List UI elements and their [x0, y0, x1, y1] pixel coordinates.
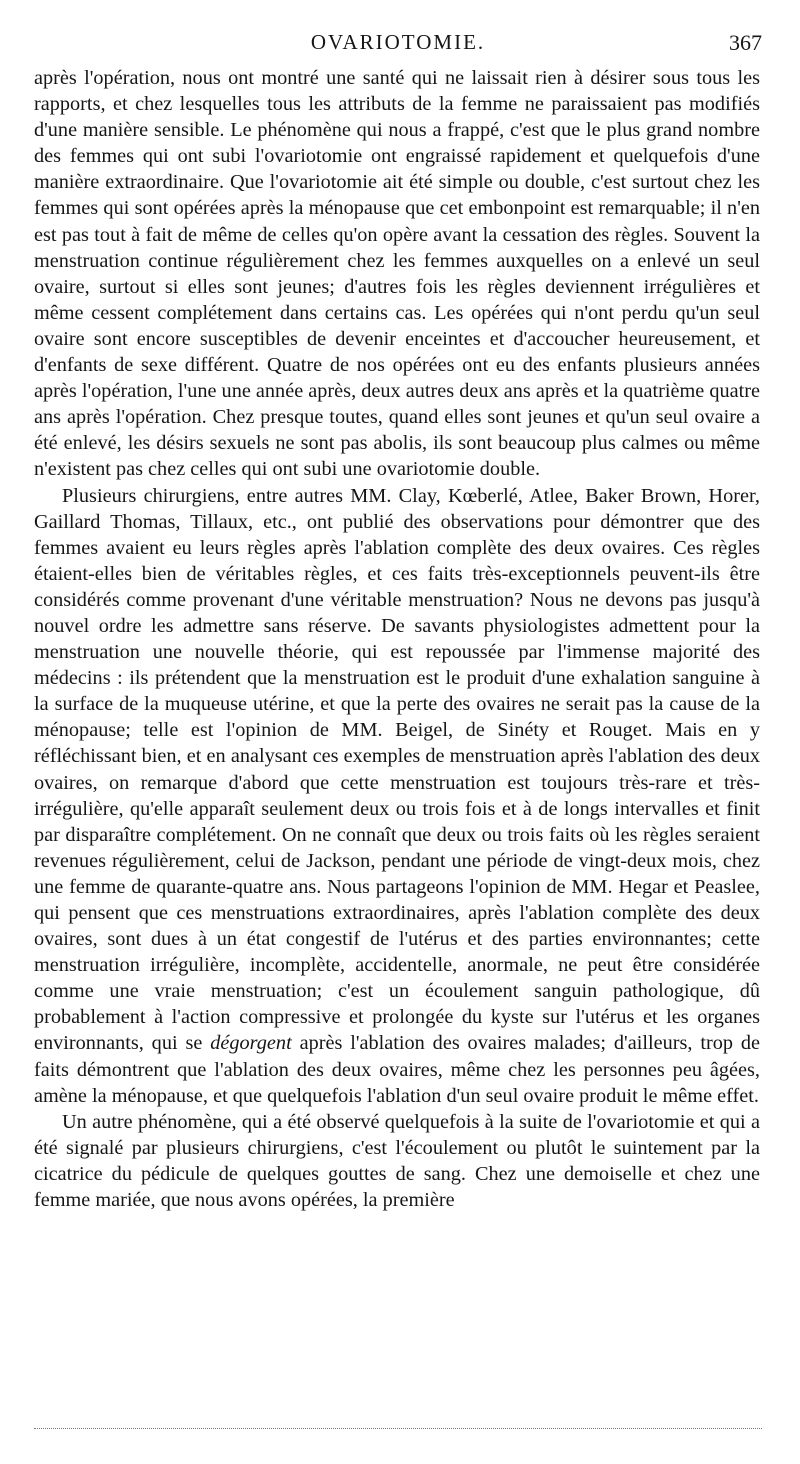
page-number: 367 [729, 30, 762, 55]
paragraph-text: après l'opération, nous ont montré une santé qui ne laissait rien à désirer sous tous les rapports, et chez lesquelles tous les attributs de la femme ne paraissaient pas modifiés d'une manière sensible. Le phénomène qui nous a frappé, c'est que le plus grand nombre des femmes qui ont subi l'ovariotomie ont engraissé rapidement et quelquefois d'une manière extraordinaire. Que l'ovariotomie ait été simple ou double, c'est surtout chez les femmes qui sont opérées après la ménopause que cet embonpoint est remarquable; il n'en est pas tout à fait de même de celles qu'on opère avant la cessation des règles. Souvent la menstruation continue régulièrement chez les femmes auxquelles on a enlevé un seul ovaire, surtout si elles sont jeunes; d'autres fois les règles deviennent irrégulières et même cessent complétement dans certains cas. Les opérées qui n'ont perdu qu'un seul ovaire sont encore susceptibles de devenir enceintes et d'accoucher heureusement, et d'enfants de sexe différent. Quatre de nos opérées ont eu des enfants plusieurs années après l'opération, l'une une année après, deux autres deux ans après et la quatrième quatre ans après l'opération. Chez presque toutes, quand elles sont jeunes et qu'un seul ovaire a été enlevé, les désirs sexuels ne sont pas abolis, ils sont beaucoup plus calmes ou même n'existent pas chez celles qui ont subi une ovariotomie double. [34, 67, 760, 481]
running-title: OVARIOTOMIE. [310, 30, 486, 54]
paragraph-text: Plusieurs chirurgiens, entre autres MM. Clay, Kœberlé, Atlee, Baker Brown, Horer, Gaillard Thomas, Tillaux, etc., ont publié des observations pour démontrer que des femmes avaient eu leurs règles après l'ablation complète des deux ovaires. Ces règles étaient-elles bien de véritables règles, et ces faits très-exceptionnels peuvent-ils être considérés comme provenant d'une véritable menstruation? Nous ne devons pas jusqu'à nouvel ordre les admettre sans réserve. De savants physiologistes admettent pour la menstruation une nouvelle théorie, qui est repoussée par l'immense majorité des médecins : ils prétendent que la menstruation est le produit d'une exhalation sanguine à la surface de la muqueuse utérine, et que la perte des ovaires ne serait pas la cause de la ménopause; telle est l'opinion de MM. Beigel, de Sinéty et Rouget. Mais en y réfléchissant bien, et en analysant ces exemples de menstruation après l'ablation des deux ovaires, on remarque d'abord que cette menstruation est toujours très-rare et très-irrégulière, qu'elle apparaît seulement deux ou trois fois et à de longs intervalles et finit par disparaître complétement. On ne connaît que deux ou trois faits où les règles seraient revenues régulièrement, celui de Jackson, pendant une période de vingt-deux mois, chez une femme de quarante-quatre ans. Nous partageons l'opinion de MM. Hegar et Peaslee, qui pensent que ces menstruations extraordinaires, après l'ablation complète des deux ovaires, sont dues à un état congestif de l'utérus et des parties environnantes; cette menstruation irrégulière, incomplète, accidentelle, anormale, ne peut être considérée comme une vraie menstruation; c'est un écoulement sanguin pathologique, dû probablement à l'action compressive et prolongée du kyste sur l'utérus et les organes environnants, qui se [34, 484, 760, 1055]
paragraph-phenomene [34, 1109, 760, 1213]
body-text [34, 65, 760, 1213]
paragraph-continuation [34, 65, 760, 483]
paragraph-text: Un autre phénomène, qui a été observé quelquefois à la suite de l'ovariotomie et qui a été signalé par plusieurs chirurgiens, c'est l'écoulement ou plutôt le suintement par la cicatrice du pédicule de quelques gouttes de sang. Chez une demoiselle et chez une femme mariée, que nous avons opérées, la première [34, 1110, 760, 1212]
page-header [34, 30, 762, 60]
paragraph-chirurgiens [34, 483, 760, 1109]
footer-dotted-rule [34, 1428, 762, 1429]
italic-term: dégorgent [210, 1032, 292, 1055]
paragraph-text: après l'ablation des ovaires malades; d'ailleurs, trop de faits démontrent que l'ablation des deux ovaires, même chez les personnes peu âgées, amène la ménopause, et que quelquefois l'ablation d'un seul ovaire produit le même effet. [34, 1032, 760, 1107]
